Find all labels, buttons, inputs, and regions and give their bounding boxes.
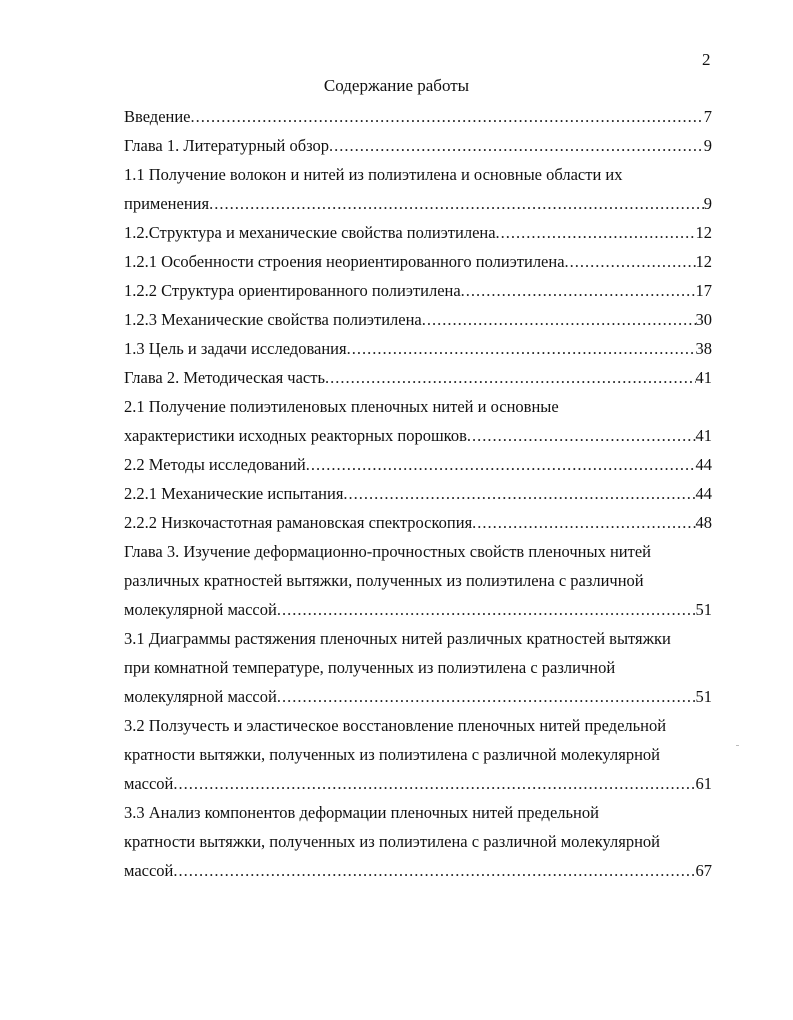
- toc-entry-page: 38: [695, 339, 712, 358]
- dot-leader: [472, 508, 695, 537]
- toc-entry-page: 41: [695, 368, 712, 387]
- scan-speck: [736, 745, 739, 746]
- toc-entry-line: кратности вытяжки, полученных из полиэтилена с различной молекулярной: [124, 745, 661, 764]
- dot-leader: [422, 305, 696, 334]
- toc-entry: [124, 479, 712, 508]
- toc-entry: [124, 305, 712, 334]
- dot-leader: [209, 189, 704, 218]
- dot-leader: [347, 334, 696, 363]
- toc-entry: [124, 508, 712, 537]
- toc-entry: [124, 131, 712, 160]
- toc-entry-title: применения: [124, 194, 210, 213]
- toc-entry-leader-line: [124, 218, 712, 247]
- toc-entry-title: Глава 1. Литературный обзор: [124, 136, 330, 155]
- toc-entry-page: 44: [695, 484, 712, 503]
- toc-entry-page: 17: [695, 281, 712, 300]
- toc-entry-title: 1.2.1 Особенности строения неориентированного полиэтилена: [124, 252, 565, 271]
- toc-entry-title: Введение: [124, 107, 191, 126]
- toc-entry-page: 61: [695, 774, 712, 793]
- toc-entry-line: кратности вытяжки, полученных из полиэтилена с различной молекулярной: [124, 832, 661, 851]
- toc-entry-title: молекулярной массой: [124, 687, 277, 706]
- toc-entry-page: 41: [695, 426, 712, 445]
- dot-leader: [343, 479, 695, 508]
- toc-entry-title: 1.2.3 Механические свойства полиэтилена: [124, 310, 422, 329]
- toc-entry-page: 44: [695, 455, 712, 474]
- toc-entry-line: 2.1 Получение полиэтиленовых пленочных нитей и основные: [124, 397, 559, 416]
- dot-leader: [467, 421, 696, 450]
- page-title: Содержание работы: [323, 76, 470, 95]
- toc-entry-page: 9: [703, 136, 712, 155]
- page-number: 2: [702, 50, 711, 69]
- toc-entry-page: 51: [695, 687, 712, 706]
- toc-entry-leader-line: [124, 856, 712, 885]
- toc-entry: [124, 334, 712, 363]
- toc-entry-line: 1.1 Получение волокон и нитей из полиэтилена и основные области их: [124, 165, 623, 184]
- toc-entry-line: различных кратностей вытяжки, полученных из полиэтилена с различной: [124, 571, 644, 590]
- toc-entry-leader-line: [124, 189, 712, 218]
- toc-entry-line: 3.2 Ползучесть и эластическое восстановление пленочных нитей предельной: [124, 716, 667, 735]
- toc-entry-title: молекулярной массой: [124, 600, 277, 619]
- toc-entry-page: 12: [695, 223, 712, 242]
- toc-entry-leader-line: [124, 508, 712, 537]
- toc-entry: [124, 711, 712, 798]
- dot-leader: [496, 218, 696, 247]
- toc-entry-leader-line: [124, 479, 712, 508]
- toc-entry-leader-line: [124, 102, 712, 131]
- toc-entry: [124, 276, 712, 305]
- dot-leader: [325, 363, 696, 392]
- toc-entry-page: 67: [695, 861, 712, 880]
- dot-leader: [461, 276, 696, 305]
- toc-entry: [124, 247, 712, 276]
- toc-entry: [124, 160, 712, 218]
- toc-entry: [124, 537, 712, 624]
- toc-entry-title: 2.2 Методы исследований: [124, 455, 306, 474]
- table-of-contents: [124, 102, 712, 885]
- toc-entry-page: 9: [703, 194, 712, 213]
- toc-entry-line: 3.3 Анализ компонентов деформации пленочных нитей предельной: [124, 803, 599, 822]
- toc-entry: [124, 450, 712, 479]
- toc-entry-page: 30: [695, 310, 712, 329]
- toc-entry: [124, 392, 712, 450]
- toc-entry-leader-line: [124, 450, 712, 479]
- dot-leader: [173, 769, 695, 798]
- toc-entry-title: 1.3 Цель и задачи исследования: [124, 339, 347, 358]
- toc-entry-title: Глава 2. Методическая часть: [124, 368, 325, 387]
- toc-entry-page: 48: [695, 513, 712, 532]
- toc-entry-leader-line: [124, 276, 712, 305]
- toc-entry-title: характеристики исходных реакторных порошков: [124, 426, 467, 445]
- toc-entry-title: 1.2.2 Структура ориентированного полиэтилена: [124, 281, 461, 300]
- dot-leader: [191, 102, 704, 131]
- toc-entry-leader-line: [124, 421, 712, 450]
- dot-leader: [173, 856, 695, 885]
- toc-entry-line: 3.1 Диаграммы растяжения пленочных нитей различных кратностей вытяжки: [124, 629, 671, 648]
- toc-entry: [124, 798, 712, 885]
- toc-entry-title: массой: [124, 861, 174, 880]
- toc-entry-title: 1.2.Структура и механические свойства полиэтилена: [124, 223, 496, 242]
- toc-entry-page: 12: [695, 252, 712, 271]
- toc-entry-leader-line: [124, 769, 712, 798]
- dot-leader: [277, 595, 696, 624]
- toc-entry-line: Глава 3. Изучение деформационно-прочностных свойств пленочных нитей: [124, 542, 651, 561]
- toc-entry-title: 2.2.2 Низкочастотная рамановская спектроскопия: [124, 513, 473, 532]
- toc-entry: [124, 363, 712, 392]
- dot-leader: [329, 131, 704, 160]
- dot-leader: [277, 682, 696, 711]
- toc-entry-leader-line: [124, 131, 712, 160]
- toc-entry-leader-line: [124, 595, 712, 624]
- dot-leader: [565, 247, 696, 276]
- toc-entry: [124, 218, 712, 247]
- toc-entry-title: 2.2.1 Механические испытания: [124, 484, 344, 503]
- toc-entry: [124, 624, 712, 711]
- toc-entry: [124, 102, 712, 131]
- toc-entry-line: при комнатной температуре, полученных из полиэтилена с различной: [124, 658, 616, 677]
- toc-entry-leader-line: [124, 305, 712, 334]
- toc-entry-title: массой: [124, 774, 174, 793]
- toc-entry-leader-line: [124, 363, 712, 392]
- toc-entry-page: 7: [703, 107, 712, 126]
- dot-leader: [306, 450, 696, 479]
- toc-entry-leader-line: [124, 334, 712, 363]
- toc-entry-leader-line: [124, 247, 712, 276]
- toc-entry-page: 51: [695, 600, 712, 619]
- toc-entry-leader-line: [124, 682, 712, 711]
